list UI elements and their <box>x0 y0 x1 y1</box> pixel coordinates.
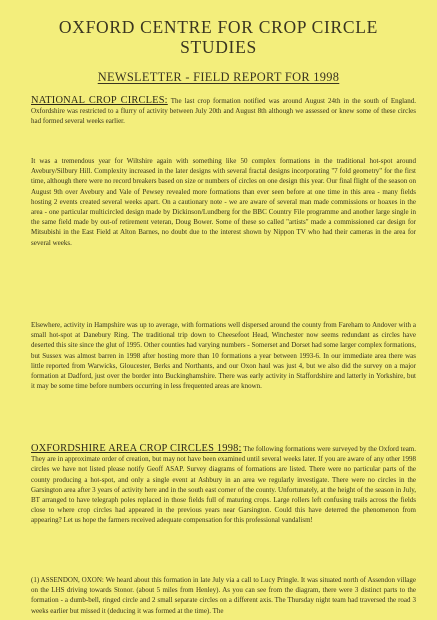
paragraph-assendon <box>31 575 416 616</box>
page-title-line1: OXFORD CENTRE FOR CROP CIRCLE <box>58 17 379 37</box>
paragraph-elsewhere <box>31 320 416 391</box>
paragraph-text: The following formations were surveyed by the Oxford team. They are in approximate order of creation, but may not have been examined until several weeks later. If you are aware of any other 1998 circles we have not listed please notify Geoff ASAP. Survey diagrams of formations are listed. There were no particular parts of the county producing a hot-spot, and only a single event at Ashbury in an area we regularly investigate. There were no circles in the Garsington area after 3 years of activity here and in the south east corner of the county. Unfortunately, at the height of the season in July, BT arranged to have telegraph poles replaced in those fields full of maturing crops. Large rollers left confusing trails across the fields close to where crop circles had appeared in the previous years near Garsington. Could this have deterred the phenomenon from appearing? Let us hope the farmers received adequate compensation for this professional vandalism! <box>31 445 416 525</box>
paragraph-text: Elsewhere, activity in Hampshire was up to average, with formations well dispersed around the county from Fareham to Andover with a small hot-spot at Danebury Ring. The traditional trip down to Cheesefoot Head, Winchester now seems redundant as circles have deserted this site since the glut of 1995. Other counties had varying numbers - Somerset and Dorset had some larger complex formations, but Sussex was almost barren in 1998 after hosting more than 10 formations a year between 1993-6. In our immediate area there was little reported from Warwicks, Gloucester, Berks and Northants, and our Oxon haul was just 4, but we also did the survey on a major formation at Dadford, just over the border into Buckinghamshire. There was early activity in Staffordshire and latterly in Yorkshire, but it may be some time before numbers occurring in less frequented areas are known. <box>31 321 416 391</box>
paragraph-wiltshire <box>31 156 416 248</box>
section-heading-oxfordshire: OXFORDSHIRE AREA CROP CIRCLES 1998: <box>31 443 242 454</box>
paragraph-text: (1) ASSENDON, OXON: We heard about this formation in late July via a call to Lucy Pringle. It was situated north of Assendon village on the LHS driving towards Stonor. (about 5 miles from Henley). As you can see from the diagram, there were 3 distinct parts to the formation - a dumb-bell, ringed circle and 2 small separate circles on a different axis. The Thursday night team had traversed the road 3 weeks earlier but missed it (deducing it was formed at the time). The <box>31 576 416 615</box>
section-heading-national: NATIONAL CROP CIRCLES: <box>31 95 168 106</box>
newsletter-subtitle: NEWSLETTER - FIELD REPORT FOR 1998 <box>97 70 340 84</box>
paragraph-oxfordshire-area <box>31 444 416 526</box>
paragraph-text: The last crop formation notified was around August 24th in the south of England. Oxfordshire was restricted to a flurry of activity between July 20th and August 8th although we assessed or knew some of these circles had formed several weeks earlier. <box>31 97 416 126</box>
paragraph-text: It was a tremendous year for Wiltshire again with something like 50 complex formations in the traditional hot-spot around Avebury/Silbury Hill. Complexity increased in the later designs with several fractal designs incorporating "7 fold geometry" for the first time, although there were no record breakers based on size or numbers of circles on one design this year. Our final flight of the season on August 9th over Avebury and Vale of Pewsey revealed more formations than ever seen before at one time in this area - many fields hosting 2 events created several weeks apart. On a cautionary note - we are aware of several man made commissions or hoaxes in the area - one particular multicircled design made by Dickinson/Lundberg for the BBC Country File programme and another large single in the same field made by out-of retirement veteran, Doug Bower. Some of these so called "artists" made a commissioned car design for Mitsubishi in the East Field at Alton Barnes, no doubt due to the interest shown by Nippon TV who had their cameras in the area for several weeks. <box>31 157 416 247</box>
paragraph-national-crop-circles <box>31 96 416 127</box>
page-title-line2: STUDIES <box>180 37 257 57</box>
